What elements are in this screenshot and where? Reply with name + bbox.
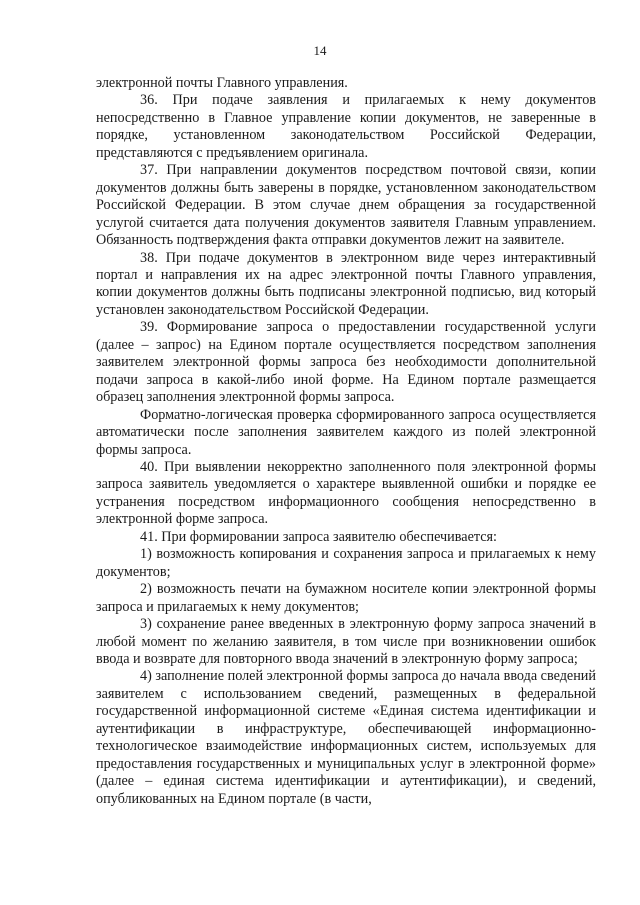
document-body [96,75,596,808]
list-item-2: 2) возможность печати на бумажном носителе копии электронной формы запроса и прилагаемых к нему документов; [96,581,596,615]
paragraph-37: 37. При направлении документов посредством почтовой связи, копии документов должны быть заверены в порядке, установленном законодательством Российской Федерации. В этом случае днем обращения за государственной услугой считается дата получения документов заявителя Главным управлением. Обязанность подтверждения факта отправки документов лежит на заявителе. [96,162,596,249]
paragraph-41: 41. При формировании запроса заявителю обеспечивается: [140,528,498,545]
paragraph-format-check: Форматно-логическая проверка сформированного запроса осуществляется автоматически после заполнения заявителем каждого из полей электронной формы запроса. [96,406,596,458]
list-item-4: 4) заполнение полей электронной формы запроса до начала ввода сведений заявителем с использованием сведений, размещенных в федеральной государственной информационной системе «Единая система идентификации и аутентификации в инфраструктуре, обеспечивающей информационно-технологическое взаимодействие информационных систем, используемых для предоставления государственных и муниципальных услуг в электронной форме» (далее – единая система идентификации и аутентификации), и сведений, опубликованных на Едином портале (в части, [96,668,596,807]
list-item-1: 1) возможность копирования и сохранения запроса и прилагаемых к нему документов; [96,546,596,580]
paragraph-39: 39. Формирование запроса о предоставлении государственной услуги (далее – запрос) на Едином портале осуществляется посредством заполнения заявителем электронной формы запроса без необходимости дополнительной подачи запроса в какой-либо иной форме. На Едином портале размещается образец заполнения электронной формы запроса. [96,319,596,406]
paragraph-continuation: электронной почты Главного управления. [96,75,348,91]
paragraph-38: 38. При подаче документов в электронном виде через интерактивный портал и направления их на адрес электронной почты Главного управления, копии документов должны быть подписаны электронной подписью, вид который установлен законодательством Российской Федерации. [96,249,596,318]
list-item-3: 3) сохранение ранее введенных в электронную форму запроса значений в любой момент по желанию заявителя, в том числе при возникновении ошибок ввода и возврате для повторного ввода значений в электронную форму запроса; [96,616,596,667]
paragraph-36: 36. При подаче заявления и прилагаемых к нему документов непосредственно в Главное управление копии документов, не заверенные в порядке, установленном законодательством Российской Федерации, представляются с предъявлением оригинала. [96,92,596,161]
page-number: 14 [313,43,327,58]
paragraph-40: 40. При выявлении некорректно заполненного поля электронной формы запроса заявитель уведомляется о характере выявленной ошибки и порядке ее устранения посредством информационного сообщения непосредственно в электронной форме запроса. [96,458,596,528]
